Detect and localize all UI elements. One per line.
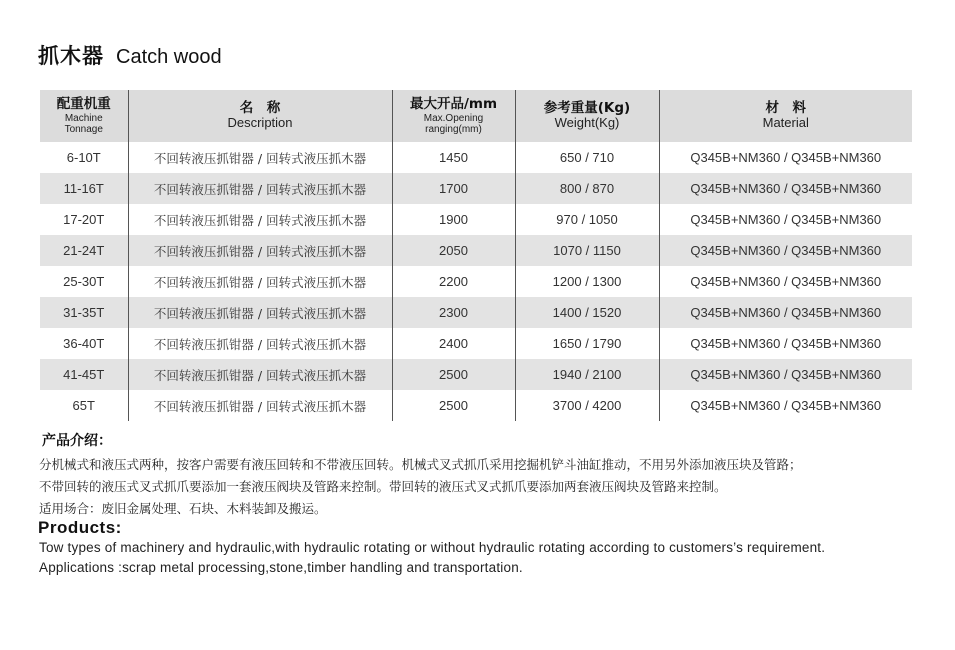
header-description bbox=[128, 90, 392, 142]
cell-material: Q345B+NM360 / Q345B+NM360 bbox=[659, 173, 912, 204]
cell-weight: 800 / 870 bbox=[515, 173, 659, 204]
header-material-cn: 材 料 bbox=[765, 99, 806, 116]
table-row bbox=[40, 204, 912, 235]
cell-opening: 2500 bbox=[392, 359, 515, 390]
cell-weight: 1200 / 1300 bbox=[515, 266, 659, 297]
header-material-en: Material bbox=[762, 115, 809, 131]
cell-description: 不回转液压抓钳器 / 回转式液压抓木器 bbox=[128, 328, 392, 359]
cell-opening: 1700 bbox=[392, 173, 515, 204]
cell-tonnage: 6-10T bbox=[66, 150, 101, 165]
header-tonnage-en: Machine Tonnage bbox=[64, 112, 103, 135]
header-tonnage bbox=[40, 90, 128, 142]
cell-tonnage: 65T bbox=[72, 398, 95, 413]
cell-opening: 1450 bbox=[392, 142, 515, 173]
cell-tonnage: 17-20T bbox=[63, 212, 105, 227]
cell-weight: 1400 / 1520 bbox=[515, 297, 659, 328]
cell-weight: 3700 / 4200 bbox=[515, 390, 659, 421]
header-material bbox=[659, 90, 912, 142]
cell-weight: 650 / 710 bbox=[515, 142, 659, 173]
products-heading: Products: bbox=[38, 518, 122, 537]
intro-line: 不带回转的液压式叉式抓爪要添加一套液压阀块及管路来控制。带回转的液压式叉式抓爪要添加两套液压阀块及管路来控制。 bbox=[39, 479, 727, 494]
cell-material: Q345B+NM360 / Q345B+NM360 bbox=[659, 359, 912, 390]
cell-description: 不回转液压抓钳器 / 回转式液压抓木器 bbox=[128, 297, 392, 328]
table-row bbox=[40, 390, 912, 421]
cell-description: 不回转液压抓钳器 / 回转式液压抓木器 bbox=[128, 266, 392, 297]
cell-material: Q345B+NM360 / Q345B+NM360 bbox=[659, 235, 912, 266]
cell-description: 不回转液压抓钳器 / 回转式液压抓木器 bbox=[128, 235, 392, 266]
page-title-en: Catch wood bbox=[116, 46, 222, 68]
header-tonnage-cn: 配重机重 bbox=[56, 96, 111, 113]
cell-tonnage: 25-30T bbox=[63, 274, 105, 289]
table-row bbox=[40, 142, 912, 173]
cell-weight: 970 / 1050 bbox=[515, 204, 659, 235]
header-opening bbox=[392, 90, 515, 142]
cell-opening: 2300 bbox=[392, 297, 515, 328]
cell-description: 不回转液压抓钳器 / 回转式液压抓木器 bbox=[128, 142, 392, 173]
cell-opening: 2500 bbox=[392, 390, 515, 421]
cell-material: Q345B+NM360 / Q345B+NM360 bbox=[659, 204, 912, 235]
intro-line: 分机械式和液压式两种，按客户需要有液压回转和不带液压回转。机械式叉式抓爪采用挖掘机铲斗油缸推动，不用另外添加液压块及管路； bbox=[39, 457, 802, 472]
cell-tonnage: 41-45T bbox=[40, 359, 128, 390]
cell-tonnage: 21-24T bbox=[40, 235, 128, 266]
header-description-en: Description bbox=[227, 115, 293, 131]
cell-material: Q345B+NM360 / Q345B+NM360 bbox=[659, 328, 912, 359]
table-row bbox=[40, 328, 912, 359]
spec-table bbox=[40, 90, 912, 421]
cell-tonnage: 36-40T bbox=[63, 336, 105, 351]
page-title bbox=[38, 40, 222, 70]
header-weight bbox=[515, 90, 659, 142]
cell-description: 不回转液压抓钳器 / 回转式液压抓木器 bbox=[128, 173, 392, 204]
table-row bbox=[40, 266, 912, 297]
table-row bbox=[40, 235, 912, 266]
cell-opening: 1900 bbox=[392, 204, 515, 235]
intro-heading: 产品介绍： bbox=[42, 433, 112, 449]
cell-tonnage: 11-16T bbox=[40, 173, 128, 204]
cell-material: Q345B+NM360 / Q345B+NM360 bbox=[659, 390, 912, 421]
products-line: Applications :scrap metal processing,stone,timber handling and transportation. bbox=[39, 560, 523, 575]
cell-weight: 1070 / 1150 bbox=[515, 235, 659, 266]
table-row bbox=[40, 359, 912, 390]
header-opening-en: Max.Opening ranging(mm) bbox=[423, 112, 484, 135]
cell-material: Q345B+NM360 / Q345B+NM360 bbox=[659, 297, 912, 328]
intro-line: 适用场合：废旧金属处理、石块、木料装卸及搬运。 bbox=[39, 501, 327, 516]
cell-description: 不回转液压抓钳器 / 回转式液压抓木器 bbox=[128, 390, 392, 421]
products-line: Tow types of machinery and hydraulic,with hydraulic rotating or without hydraulic rotating according to customers’s requirement. bbox=[39, 540, 826, 555]
table-header-row bbox=[40, 90, 912, 142]
cell-description: 不回转液压抓钳器 / 回转式液压抓木器 bbox=[128, 359, 392, 390]
cell-opening: 2400 bbox=[392, 328, 515, 359]
cell-tonnage: 31-35T bbox=[40, 297, 128, 328]
header-weight-en: Weight(Kg) bbox=[554, 115, 620, 131]
header-weight-cn: 参考重量(Kg) bbox=[543, 99, 631, 116]
cell-weight: 1650 / 1790 bbox=[515, 328, 659, 359]
cell-material: Q345B+NM360 / Q345B+NM360 bbox=[659, 142, 912, 173]
cell-opening: 2200 bbox=[392, 266, 515, 297]
header-opening-cn: 最大开品/mm bbox=[409, 96, 498, 113]
cell-description: 不回转液压抓钳器 / 回转式液压抓木器 bbox=[128, 204, 392, 235]
table-row bbox=[40, 173, 912, 204]
table-row bbox=[40, 297, 912, 328]
cell-material: Q345B+NM360 / Q345B+NM360 bbox=[659, 266, 912, 297]
header-description-cn: 名 称 bbox=[239, 99, 281, 116]
page-title-cn: 抓木器 bbox=[38, 44, 104, 68]
cell-weight: 1940 / 2100 bbox=[515, 359, 659, 390]
cell-opening: 2050 bbox=[392, 235, 515, 266]
